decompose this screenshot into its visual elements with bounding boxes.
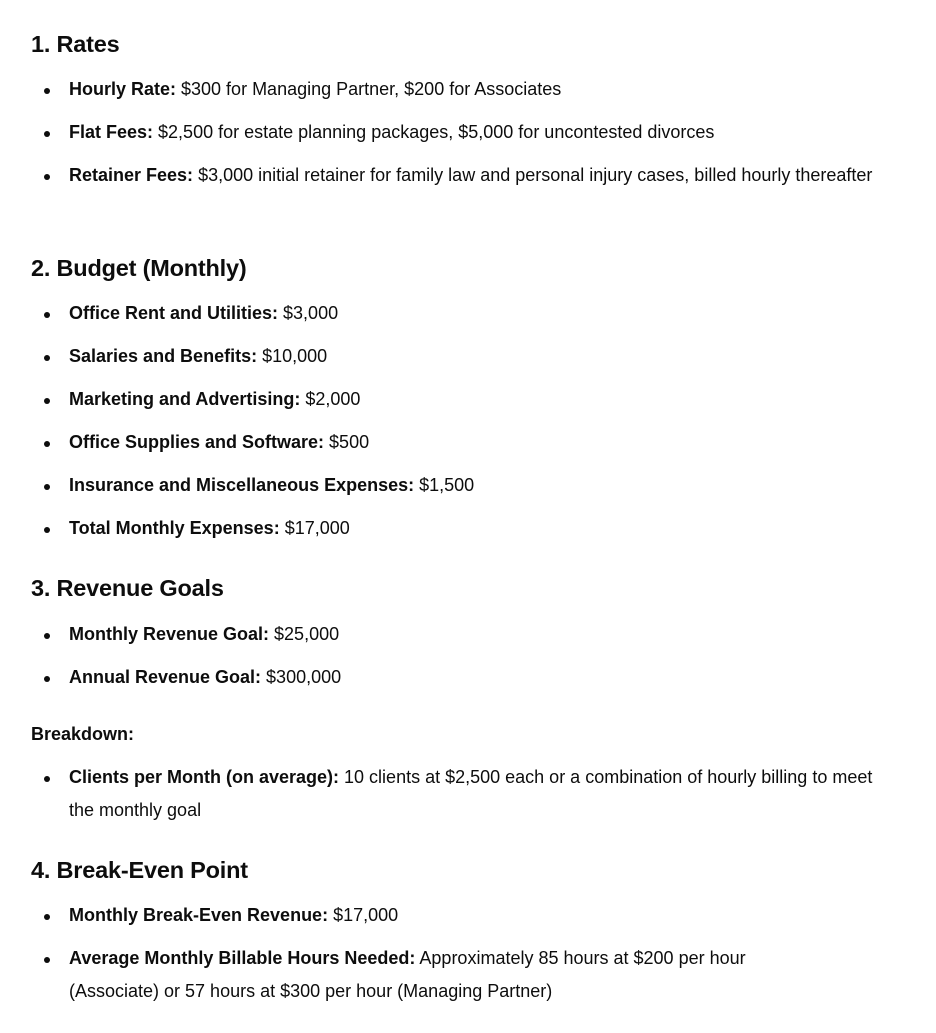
item-label: Total Monthly Expenses: (69, 518, 280, 538)
item-text: $500 (324, 432, 370, 452)
bullet-icon (44, 676, 50, 682)
list-item (31, 159, 876, 192)
item-label: Monthly Revenue Goal: (69, 624, 270, 644)
item-text: $2,500 for estate planning packages, $5,000 for uncontested divorces (153, 122, 715, 142)
bullet-icon (44, 633, 50, 639)
list-item (31, 899, 836, 932)
item-label: Flat Fees: (69, 122, 154, 142)
rates-list (31, 73, 876, 192)
item-label: Office Rent and Utilities: (69, 303, 279, 323)
item-text: $3,000 initial retainer for family law and personal injury cases, billed hourly thereafter (193, 165, 873, 185)
revenue-goals-list (31, 618, 876, 694)
list-item (31, 661, 876, 694)
breakdown-list (31, 761, 876, 827)
bullet-icon (44, 131, 50, 137)
bullet-icon (44, 174, 50, 180)
list-item (31, 116, 876, 149)
item-text: $1,500 (414, 475, 475, 495)
list-item (31, 297, 876, 330)
list-item (31, 942, 836, 1008)
breakdown-label: Breakdown: (31, 724, 135, 744)
item-label: Insurance and Miscellaneous Expenses: (69, 475, 415, 495)
item-label: Hourly Rate: (69, 79, 177, 99)
item-label: Marketing and Advertising: (69, 389, 301, 409)
budget-list (31, 297, 876, 545)
list-item (31, 618, 876, 651)
section-title-budget: 2. Budget (Monthly) (31, 255, 247, 281)
item-label: Average Monthly Billable Hours Needed: (69, 948, 416, 968)
item-text: $300,000 (261, 667, 342, 687)
list-item (31, 512, 876, 545)
list-item (31, 426, 876, 459)
item-label: Salaries and Benefits: (69, 346, 258, 366)
item-label: Monthly Break-Even Revenue: (69, 905, 329, 925)
item-label: Clients per Month (on average): (69, 767, 340, 787)
item-label: Retainer Fees: (69, 165, 194, 185)
item-text: $300 for Managing Partner, $200 for Associates (176, 79, 562, 99)
bullet-icon (44, 88, 50, 94)
bullet-icon (44, 441, 50, 447)
item-text: $3,000 (278, 303, 339, 323)
break-even-list (31, 899, 836, 1008)
item-text: 10 clients at $2,500 each or a combination of hourly billing to meet the monthly goal (69, 767, 873, 820)
bullet-icon (44, 527, 50, 533)
list-item (31, 73, 876, 106)
bullet-icon (44, 957, 50, 963)
bullet-icon (44, 398, 50, 404)
item-text: $17,000 (328, 905, 399, 925)
bullet-icon (44, 484, 50, 490)
list-item (31, 383, 876, 416)
bullet-icon (44, 776, 50, 782)
item-label: Annual Revenue Goal: (69, 667, 262, 687)
section-title-revenue-goals: 3. Revenue Goals (31, 575, 224, 601)
list-item (31, 761, 876, 827)
item-text: $10,000 (257, 346, 328, 366)
item-text: $17,000 (279, 518, 350, 538)
bullet-icon (44, 355, 50, 361)
bullet-icon (44, 914, 50, 920)
bullet-icon (44, 312, 50, 318)
list-item (31, 340, 876, 373)
section-title-rates: 1. Rates (31, 31, 120, 57)
item-text: $25,000 (269, 624, 340, 644)
section-title-break-even: 4. Break-Even Point (31, 857, 248, 883)
list-item (31, 469, 876, 502)
item-label: Office Supplies and Software: (69, 432, 325, 452)
item-text: $2,000 (300, 389, 361, 409)
item-text: Approximately 85 hours at $200 per hour (Associate) or 57 hours at $300 per hour (Managing Partner) (69, 948, 746, 1001)
